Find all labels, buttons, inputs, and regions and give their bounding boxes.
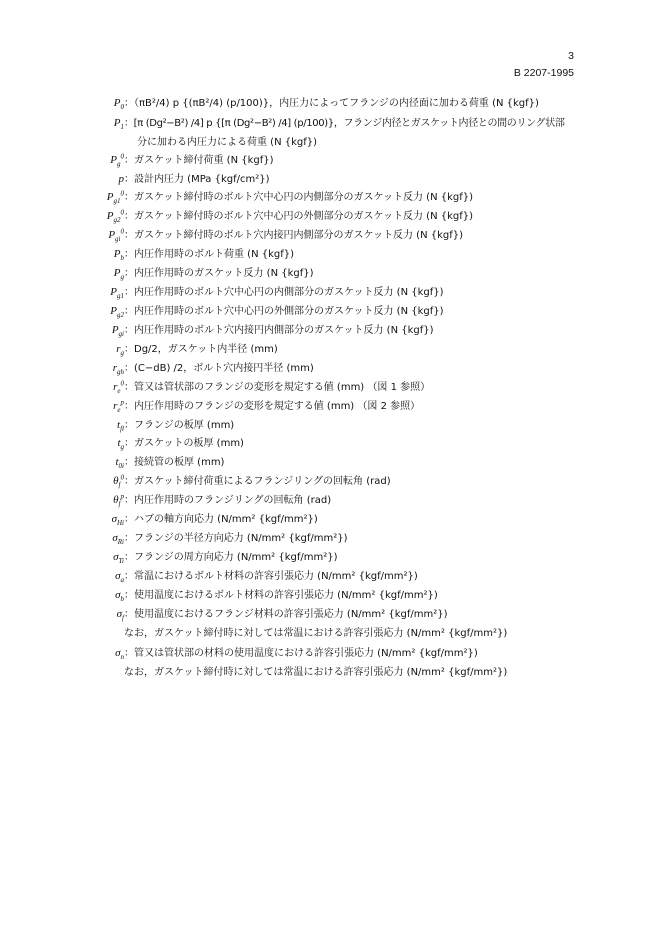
symbol-subscript: g (120, 273, 124, 282)
symbol-superscript: 0 (120, 473, 124, 482)
symbol-base: θ (113, 494, 119, 506)
symbol (108, 226, 124, 245)
definition-text: ：ガスケット締付時のボルト穴内接円内側部分のガスケット反力 (N {kgf}) (124, 230, 464, 241)
symbol-subscript: f (122, 614, 124, 623)
definition-row-t0i (0, 453, 662, 472)
symbol-base: r (113, 381, 118, 393)
symbol-subscript: Hi (117, 519, 124, 528)
symbol-subscript: e (117, 406, 121, 415)
symbol-superscript: p (120, 492, 124, 501)
definition-text: ：ガスケット締付荷重によるフランジリングの回転角 (rad) (124, 476, 391, 487)
symbol-subscript: g2 (113, 216, 121, 225)
definition-row-p0 (0, 94, 662, 113)
definition-row-re0 (0, 378, 662, 397)
symbol-base: t (117, 419, 121, 431)
definition-text: ：(C−dB) /2，ボルト穴内接円半径 (mm) (124, 363, 314, 374)
definition-text: ：内圧作用時のボルト荷重 (N {kgf}) (124, 249, 295, 260)
symbol (107, 207, 124, 226)
definition-row-shi (0, 510, 662, 529)
symbol-subscript: g (117, 160, 121, 169)
definition-row-rep (0, 397, 662, 416)
definition-text: ：内圧作用時のフランジリングの回転角 (rad) (124, 495, 332, 506)
definition-text: ：常温におけるボルト材料の許容引張応力 (N/mm² {kgf/mm²}) (124, 571, 418, 582)
definition-row-th0 (0, 472, 662, 491)
definition-row-p (0, 170, 662, 189)
definition-text: ：フランジの半径方向応力 (N/mm² {kgf/mm²}) (124, 533, 348, 544)
symbol (117, 605, 124, 624)
definition-row-sf (0, 605, 662, 643)
symbol-subscript: n (120, 653, 124, 662)
definition-note: なお，ガスケット締付時に対しては常温における許容引張応力 (N/mm² {kgf/mm²}) (124, 667, 508, 678)
symbol-base: P (113, 267, 121, 279)
symbol (114, 264, 124, 283)
definition-row-thp (0, 491, 662, 510)
symbol-subscript: b (120, 254, 124, 263)
definition-text: ：Dg/2，ガスケット内半径 (mm) (124, 344, 278, 355)
definition-row-pg20 (0, 207, 662, 226)
standard-code: B 2207-1995 (513, 67, 574, 79)
symbol-superscript: 0 (120, 379, 124, 388)
symbol-superscript: 0 (120, 152, 124, 161)
symbol-subscript: 0 (120, 103, 124, 112)
symbol-subscript: gh (117, 368, 124, 377)
symbol (115, 586, 124, 605)
definition-row-rg (0, 340, 662, 359)
definition-text: ：管又は管状部の材料の使用温度における許容引張応力 (N/mm² {kgf/mm²}) (124, 648, 478, 659)
symbol-subscript: 0i (118, 462, 124, 471)
symbol-superscript: 0 (120, 208, 124, 217)
symbol (117, 416, 124, 435)
symbol (115, 644, 124, 663)
symbol-subscript: gi (118, 330, 124, 339)
symbol-base: P (113, 117, 121, 129)
definition-text: ：ガスケットの板厚 (mm) (124, 438, 244, 449)
symbol (112, 529, 124, 548)
symbol-base: r (116, 343, 121, 355)
symbol-base: r (113, 400, 118, 412)
definition-row-p1 (0, 114, 662, 152)
definition-continuation: 分に加わる内圧力による荷重 (N {kgf}) (137, 137, 318, 148)
definition-row-sti (0, 548, 662, 567)
symbol-superscript: p (120, 398, 124, 407)
definition-text: ：使用温度におけるボルト材料の許容引張応力 (N/mm² {kgf/mm²}) (124, 590, 438, 601)
symbol-subscript: gi (115, 235, 121, 244)
symbol (115, 453, 124, 472)
symbol-base: P (106, 210, 114, 222)
symbol (114, 94, 124, 113)
symbol (113, 378, 124, 397)
definition-row-tfl (0, 416, 662, 435)
definition-text: ：内圧作用時のボルト穴内接円内側部分のガスケット反力 (N {kgf}) (124, 325, 434, 336)
symbol-subscript: b (120, 595, 124, 604)
symbol (110, 151, 124, 170)
symbol (110, 302, 124, 321)
symbol-subscript: g1 (113, 197, 121, 206)
definition-text: ：設計内圧力 (MPa {kgf/cm²}) (124, 174, 270, 185)
definition-note: なお，ガスケット締付時に対しては常温における許容引張応力 (N/mm² {kgf/mm²}) (124, 628, 508, 639)
definition-row-sa (0, 567, 662, 586)
symbol-subscript: Ti (118, 557, 124, 566)
symbol-subscript: Ri (117, 538, 124, 547)
symbol-base: σ (116, 608, 123, 620)
symbol-base: P (110, 286, 117, 298)
definition-row-pg1 (0, 283, 662, 302)
definition-row-pb (0, 245, 662, 264)
symbol (115, 567, 124, 586)
symbol-subscript: f (118, 500, 121, 509)
definition-text: ：（πB²/4) p {(πB²/4) (p/100)}，内圧力によってフランジの内径面に加わる荷重 (N {kgf}) (124, 98, 539, 109)
symbol-base: σ (115, 589, 121, 601)
definition-row-pgi (0, 321, 662, 340)
symbol (113, 472, 124, 491)
symbol-base: P (108, 229, 116, 241)
symbol (112, 321, 124, 340)
page-number: 3 (568, 50, 574, 62)
symbol-subscript: a (120, 576, 124, 585)
definition-text: ：接続管の板厚 (mm) (124, 457, 225, 468)
symbol-base: P (111, 324, 119, 336)
definition-row-tg (0, 434, 662, 453)
symbol-base: σ (115, 647, 121, 659)
symbol (112, 510, 124, 529)
definition-text: ：フランジの板厚 (mm) (124, 420, 235, 431)
symbol-base: σ (111, 513, 117, 525)
symbol (114, 245, 124, 264)
symbol-base: P (106, 191, 114, 203)
definition-row-rgh (0, 359, 662, 378)
symbol-base: P (113, 97, 121, 109)
symbol-base: θ (113, 475, 119, 487)
symbol (114, 114, 124, 133)
definition-text: ：ガスケット締付時のボルト穴中心円の内側部分のガスケット反力 (N {kgf}) (124, 192, 474, 203)
definition-text: ：内圧作用時のボルト穴中心円の内側部分のガスケット反力 (N {kgf}) (124, 287, 444, 298)
symbol-base: t (117, 437, 121, 449)
symbol-base: P (110, 154, 117, 166)
symbol-subscript: g (120, 443, 124, 452)
definition-row-pg10 (0, 188, 662, 207)
definition-row-sri (0, 529, 662, 548)
definition-row-pg0 (0, 151, 662, 170)
definition-text: ：ハブの軸方向応力 (N/mm² {kgf/mm²}) (124, 514, 318, 525)
definition-text: ：内圧作用時のボルト穴中心円の外側部分のガスケット反力 (N {kgf}) (124, 306, 444, 317)
symbol-superscript: 0 (120, 189, 124, 198)
symbol-base: p (118, 173, 124, 185)
definition-row-pg (0, 264, 662, 283)
definition-row-pgi0 (0, 226, 662, 245)
symbol-subscript: e (117, 387, 121, 396)
symbol-base: P (113, 248, 121, 260)
symbol-subscript: g1 (117, 292, 124, 301)
definition-text: ：フランジの周方向応力 (N/mm² {kgf/mm²}) (124, 552, 338, 563)
symbol-base: r (112, 362, 117, 374)
symbol (116, 340, 124, 359)
symbol-base: σ (113, 551, 119, 563)
definition-text: ：使用温度におけるフランジ材料の許容引張応力 (N/mm² {kgf/mm²}) (124, 609, 448, 620)
symbol (113, 359, 124, 378)
symbol (113, 397, 124, 416)
symbol-base: σ (115, 570, 121, 582)
definition-text: ：内圧作用時のガスケット反力 (N {kgf}) (124, 268, 314, 279)
definition-row-sb (0, 586, 662, 605)
definition-row-sn (0, 644, 662, 682)
definition-text: ：内圧作用時のフランジの変形を規定する値 (mm) （図 2 参照） (124, 401, 421, 412)
symbol-subscript: g (120, 349, 124, 358)
definition-text: ：ガスケット締付荷重 (N {kgf}) (124, 155, 274, 166)
symbol-superscript: 0 (120, 227, 124, 236)
symbol-base: P (110, 305, 117, 317)
symbol-subscript: 1 (120, 123, 124, 132)
definition-row-pg2 (0, 302, 662, 321)
symbol-base: t (115, 456, 119, 468)
symbol-base: σ (112, 532, 118, 544)
symbol (107, 188, 124, 207)
symbol-subscript: g2 (117, 311, 124, 320)
definition-text: ：ガスケット締付時のボルト穴中心円の外側部分のガスケット反力 (N {kgf}) (124, 211, 474, 222)
symbol (110, 283, 124, 302)
definition-text: ：[π (Dg²−B²) /4] p {[π (Dg²−B²) /4] (p/100)}，フランジ内径とガスケット内径との間のリング状部 (124, 118, 565, 129)
definition-text: ：管又は管状部のフランジの変形を規定する値 (mm) （図 1 参照） (124, 382, 431, 393)
symbol-subscript: f (118, 481, 121, 490)
symbol (113, 548, 124, 567)
symbol (113, 491, 124, 510)
symbol-subscript: fl (120, 425, 124, 434)
